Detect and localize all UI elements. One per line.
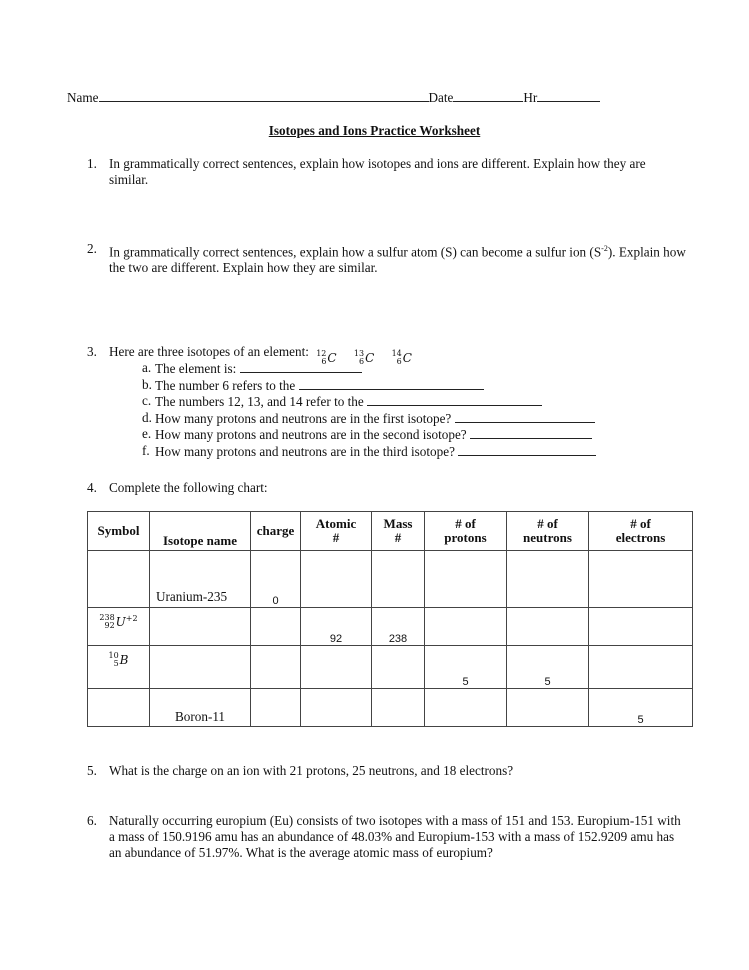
question-6 <box>87 813 687 861</box>
table-row <box>88 689 693 727</box>
table-row <box>88 551 693 608</box>
electrons-cell[interactable] <box>589 608 693 646</box>
charge-cell[interactable] <box>251 646 301 689</box>
header-mass-number: Mass # <box>372 512 425 551</box>
header-atomic-number: Atomic # <box>301 512 372 551</box>
isotope-chart <box>87 511 693 727</box>
isotope-carbon-13: 13 6 C <box>353 349 375 366</box>
header-neutrons: # of neutrons <box>507 512 589 551</box>
symbol-cell[interactable] <box>88 646 150 689</box>
charge-superscript: -2 <box>601 244 608 253</box>
answer-blank[interactable] <box>470 426 592 439</box>
hr-label: Hr <box>523 90 538 105</box>
atomic-number-cell[interactable] <box>301 646 372 689</box>
question-number: 2. <box>87 241 97 256</box>
student-info-header <box>67 89 600 106</box>
question-text: What is the charge on an ion with 21 protons, 25 neutrons, and 18 electrons? <box>109 763 514 778</box>
atomic-number-cell[interactable]: 92 <box>301 608 372 646</box>
isotope-name-cell[interactable] <box>150 646 251 689</box>
answer-blank[interactable] <box>455 410 595 423</box>
symbol-cell[interactable] <box>88 689 150 727</box>
symbol-cell[interactable] <box>88 551 150 608</box>
subpart-a: a. The element is: <box>142 360 596 377</box>
question-5 <box>87 763 687 779</box>
subpart-f: f. How many protons and neutrons are in the third isotope? <box>142 443 596 460</box>
question-number: 4. <box>87 480 97 495</box>
question-3-subparts <box>142 360 596 459</box>
uranium-238-ion-symbol: 238 92 U $^{+2}$ <box>99 613 138 630</box>
table-row <box>88 646 693 689</box>
answer-blank[interactable] <box>458 443 596 456</box>
table-row <box>88 608 693 646</box>
isotope-name-cell[interactable]: Boron-11 <box>150 689 251 727</box>
hr-blank[interactable] <box>537 89 600 102</box>
isotope-name-cell[interactable] <box>150 608 251 646</box>
subpart-e: e. How many protons and neutrons are in the second isotope? <box>142 426 596 443</box>
date-blank[interactable] <box>453 89 523 102</box>
protons-cell[interactable]: 5 <box>425 646 507 689</box>
boron-10-symbol: 10 5 B <box>108 651 129 668</box>
electrons-cell[interactable]: 5 <box>589 689 693 727</box>
mass-number-cell[interactable] <box>372 551 425 608</box>
worksheet-title: Isotopes and Ions Practice Worksheet <box>268 123 481 138</box>
neutrons-cell[interactable] <box>507 689 589 727</box>
isotope-carbon-14: 14 6 C <box>391 349 412 366</box>
charge-cell[interactable] <box>251 608 301 646</box>
question-text-part: ). Explain how the two are different. Explain how they are similar. <box>109 244 686 276</box>
subpart-b: b. The number 6 refers to the <box>142 377 596 394</box>
isotope-name-cell[interactable]: Uranium-235 <box>150 551 251 608</box>
question-number: 6. <box>87 813 97 828</box>
neutrons-cell[interactable] <box>507 551 589 608</box>
neutrons-cell[interactable]: 5 <box>507 646 589 689</box>
symbol-cell[interactable] <box>88 608 150 646</box>
date-label: Date <box>428 90 454 105</box>
header-symbol: Symbol <box>88 512 150 551</box>
atomic-number-cell[interactable] <box>301 689 372 727</box>
answer-blank[interactable] <box>299 377 484 390</box>
subpart-d: d. How many protons and neutrons are in the first isotope? <box>142 410 596 427</box>
question-text: In grammatically correct sentences, explain how isotopes and ions are different. Explain how they are similar. <box>109 156 646 187</box>
question-4 <box>87 480 687 496</box>
isotope-carbon-12: 12 6 C <box>316 349 337 366</box>
mass-number-cell[interactable] <box>372 689 425 727</box>
question-1 <box>87 156 687 188</box>
protons-cell[interactable] <box>425 689 507 727</box>
neutrons-cell[interactable] <box>507 608 589 646</box>
question-text: Naturally occurring europium (Eu) consists of two isotopes with a mass of 151 and 153. Europium-151 with a mass of 150.9196 amu has an abundance of 48.03% and Europium-153 with a mass of 152.9209 amu has an abundance of 51.97%. What is the average atomic mass of europium? <box>109 813 681 860</box>
question-2 <box>87 241 687 276</box>
mass-number-cell[interactable] <box>372 646 425 689</box>
electrons-cell[interactable] <box>589 551 693 608</box>
charge-cell[interactable]: 0 <box>251 551 301 608</box>
header-protons: # of protons <box>425 512 507 551</box>
mass-number-cell[interactable]: 238 <box>372 608 425 646</box>
question-number: 5. <box>87 763 97 778</box>
question-text-part: Here are three isotopes of an element: <box>109 344 309 359</box>
name-blank[interactable] <box>99 89 429 102</box>
question-text-part: In grammatically correct sentences, explain how a sulfur atom (S) can become a sulfur ion (S <box>109 244 602 260</box>
question-number: 3. <box>87 344 97 359</box>
charge-cell[interactable] <box>251 689 301 727</box>
header-electrons: # of electrons <box>589 512 693 551</box>
subpart-c: c. The numbers 12, 13, and 14 refer to the <box>142 393 596 410</box>
answer-blank[interactable] <box>367 393 542 406</box>
header-row <box>88 512 693 551</box>
name-label: Name <box>67 90 99 105</box>
header-charge: charge <box>251 512 301 551</box>
question-text: Complete the following chart: <box>109 480 268 495</box>
answer-blank[interactable] <box>240 360 362 373</box>
header-isotope-name: Isotope name <box>150 512 251 551</box>
protons-cell[interactable] <box>425 551 507 608</box>
protons-cell[interactable] <box>425 608 507 646</box>
question-number: 1. <box>87 156 97 171</box>
electrons-cell[interactable] <box>589 646 693 689</box>
question-text <box>109 241 687 276</box>
atomic-number-cell[interactable] <box>301 551 372 608</box>
